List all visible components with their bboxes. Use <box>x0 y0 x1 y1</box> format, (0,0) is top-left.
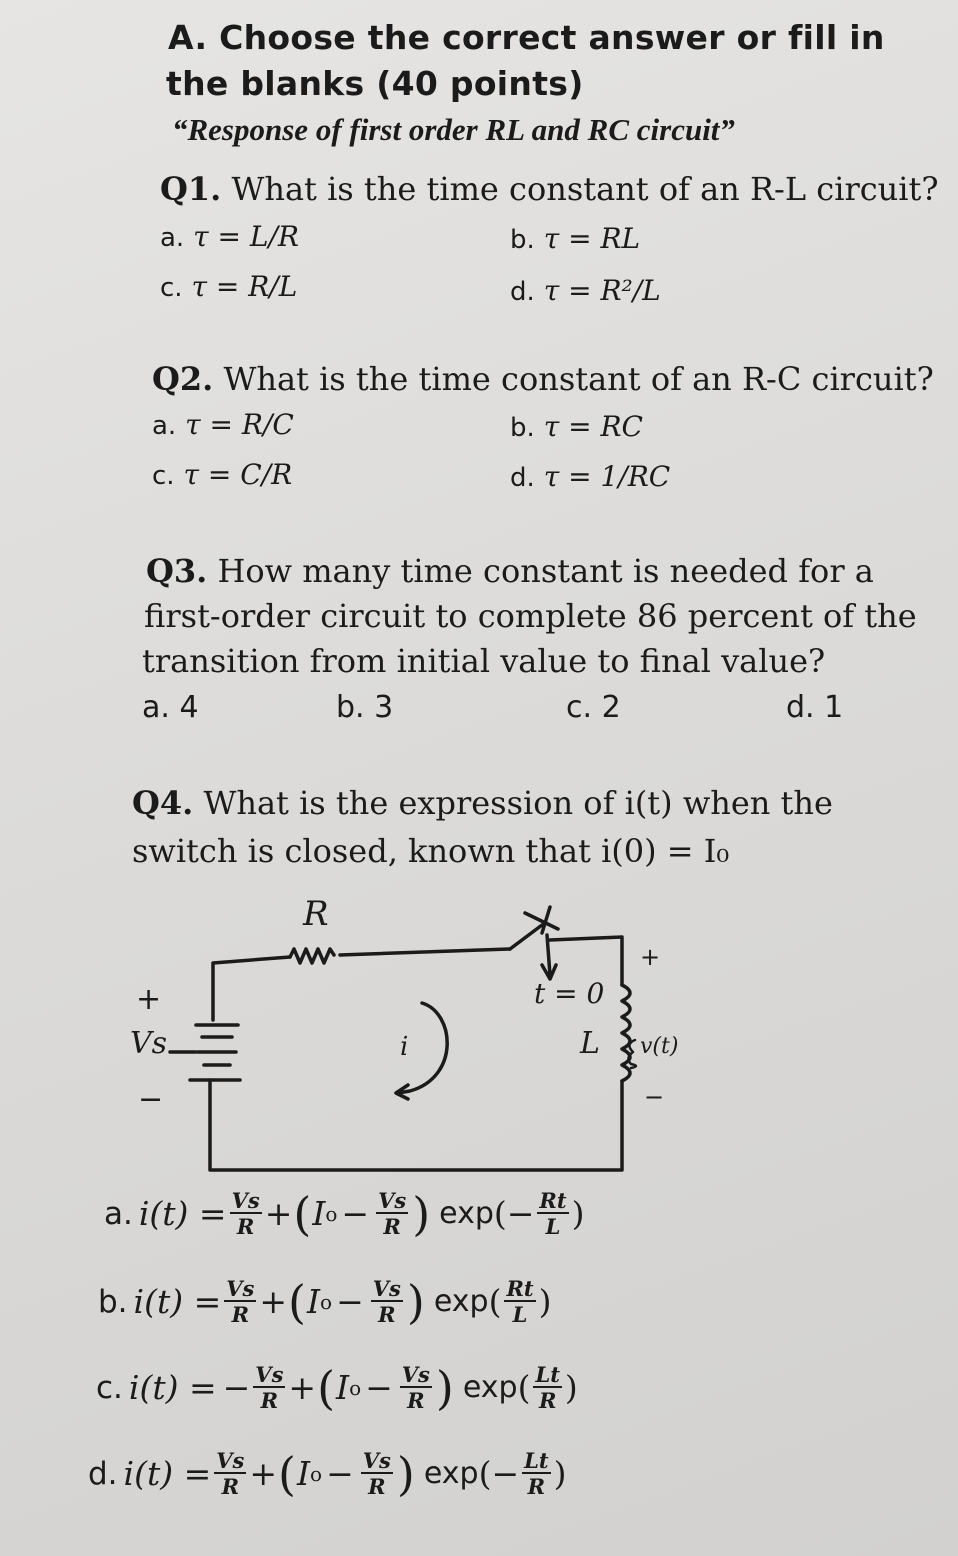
q3-question-line1: Q3. How many time constant is needed for a <box>146 552 874 590</box>
inductor-symbol <box>622 985 630 1081</box>
q2-text: What is the time constant of an R-C circuit? <box>223 360 934 398</box>
q3-question-line3: transition from initial value to final value? <box>142 642 826 680</box>
q1-option-b[interactable]: b. τ = RL <box>510 222 641 255</box>
voltage-minus-sign: − <box>644 1083 665 1111</box>
q4-option-a[interactable]: a. i(t) = $\frac{Vs}{R}$ + ( I o − $\frac{Vs}{R}$ ) exp ( − $\frac{Rt}{L}$ ) <box>104 1186 585 1241</box>
section-subtitle: “Response of first order RL and RC circuit” <box>172 112 735 147</box>
q3-option-a[interactable]: a. 4 <box>142 690 199 725</box>
q2-option-b[interactable]: b. τ = RC <box>510 410 643 443</box>
q3-option-d[interactable]: d. 1 <box>786 690 844 725</box>
q1-option-a[interactable]: a. τ = L/R <box>160 220 299 253</box>
q2-option-a[interactable]: a. τ = R/C <box>152 408 294 441</box>
q1-number: Q1. <box>160 170 222 208</box>
inductor-label: L <box>580 1026 600 1061</box>
q4-option-c[interactable]: c. i(t) = − $\frac{Vs}{R}$ + ( I o − $\frac{Vs}{R}$ ) exp ( $\frac{Lt}{R}$ ) <box>96 1360 578 1415</box>
q2-question <box>152 360 934 398</box>
switch-blade <box>510 925 542 949</box>
fraction: $\frac{Lt}{R}$ <box>524 1448 549 1499</box>
fraction: $\frac{Vs}{R}$ <box>378 1188 407 1239</box>
fraction: $\frac{Vs}{R}$ <box>401 1362 430 1413</box>
q1-option-c[interactable]: c. τ = R/L <box>160 270 298 303</box>
q4-option-d[interactable]: d. i(t) = $\frac{Vs}{R}$ + ( I o − $\frac{Vs}{R}$ ) exp ( − $\frac{Lt}{R}$ ) <box>88 1446 567 1501</box>
resistor-label: R <box>303 894 329 934</box>
fraction: $\frac{Rt}{L}$ <box>539 1188 567 1239</box>
source-plus-sign: + <box>136 982 162 1017</box>
switch-arrow <box>542 935 556 979</box>
resistor-symbol <box>290 949 334 963</box>
section-heading-line1: A. Choose the correct answer or fill in <box>168 18 885 57</box>
current-label: i <box>400 1032 409 1062</box>
switch-time-label: t = 0 <box>534 977 605 1010</box>
wire-bottom <box>210 1080 622 1170</box>
fraction: $\frac{Vs}{R}$ <box>226 1276 255 1327</box>
fraction: $\frac{Vs}{R}$ <box>216 1448 245 1499</box>
fraction: $\frac{Vs}{R}$ <box>231 1188 260 1239</box>
fraction: $\frac{Vs}{R}$ <box>372 1276 401 1327</box>
rl-circuit-diagram <box>110 885 730 1185</box>
q4-number: Q4. <box>132 784 194 822</box>
wire-top-left <box>213 957 290 1020</box>
q1-question <box>160 170 939 208</box>
q3-option-b[interactable]: b. 3 <box>336 690 394 725</box>
q1-text: What is the time constant of an R-L circuit? <box>231 170 939 208</box>
section-heading-line2: the blanks (40 points) <box>166 64 584 103</box>
switch-marker <box>525 907 558 933</box>
q3-number: Q3. <box>146 552 208 590</box>
source-minus-sign: − <box>138 1082 164 1117</box>
q2-option-d[interactable]: d. τ = 1/RC <box>510 460 671 493</box>
fraction: $\frac{Lt}{R}$ <box>535 1362 560 1413</box>
wire-top-middle <box>340 949 510 955</box>
voltage-brace <box>628 1040 636 1068</box>
q3-option-c[interactable]: c. 2 <box>566 690 621 725</box>
q2-number: Q2. <box>152 360 214 398</box>
q4-option-b[interactable]: b. i(t) = $\frac{Vs}{R}$ + ( I o − $\frac{Vs}{R}$ ) exp ( $\frac{Rt}{L}$ ) <box>98 1274 552 1329</box>
fraction: $\frac{Vs}{R}$ <box>255 1362 284 1413</box>
voltage-label: v(t) <box>640 1034 679 1059</box>
q2-option-c[interactable]: c. τ = C/R <box>152 458 293 491</box>
fraction: $\frac{Rt}{L}$ <box>506 1276 534 1327</box>
q4-question-line2: switch is closed, known that i(0) = I₀ <box>132 832 730 870</box>
voltage-plus-sign: + <box>640 943 661 971</box>
source-label: Vs <box>130 1026 168 1061</box>
fraction: $\frac{Vs}{R}$ <box>362 1448 391 1499</box>
q3-question-line2: first-order circuit to complete 86 percent of the <box>144 597 917 635</box>
q4-question-line1: Q4. What is the expression of i(t) when the <box>132 784 833 822</box>
q1-option-d[interactable]: d. τ = R²/L <box>510 274 661 307</box>
